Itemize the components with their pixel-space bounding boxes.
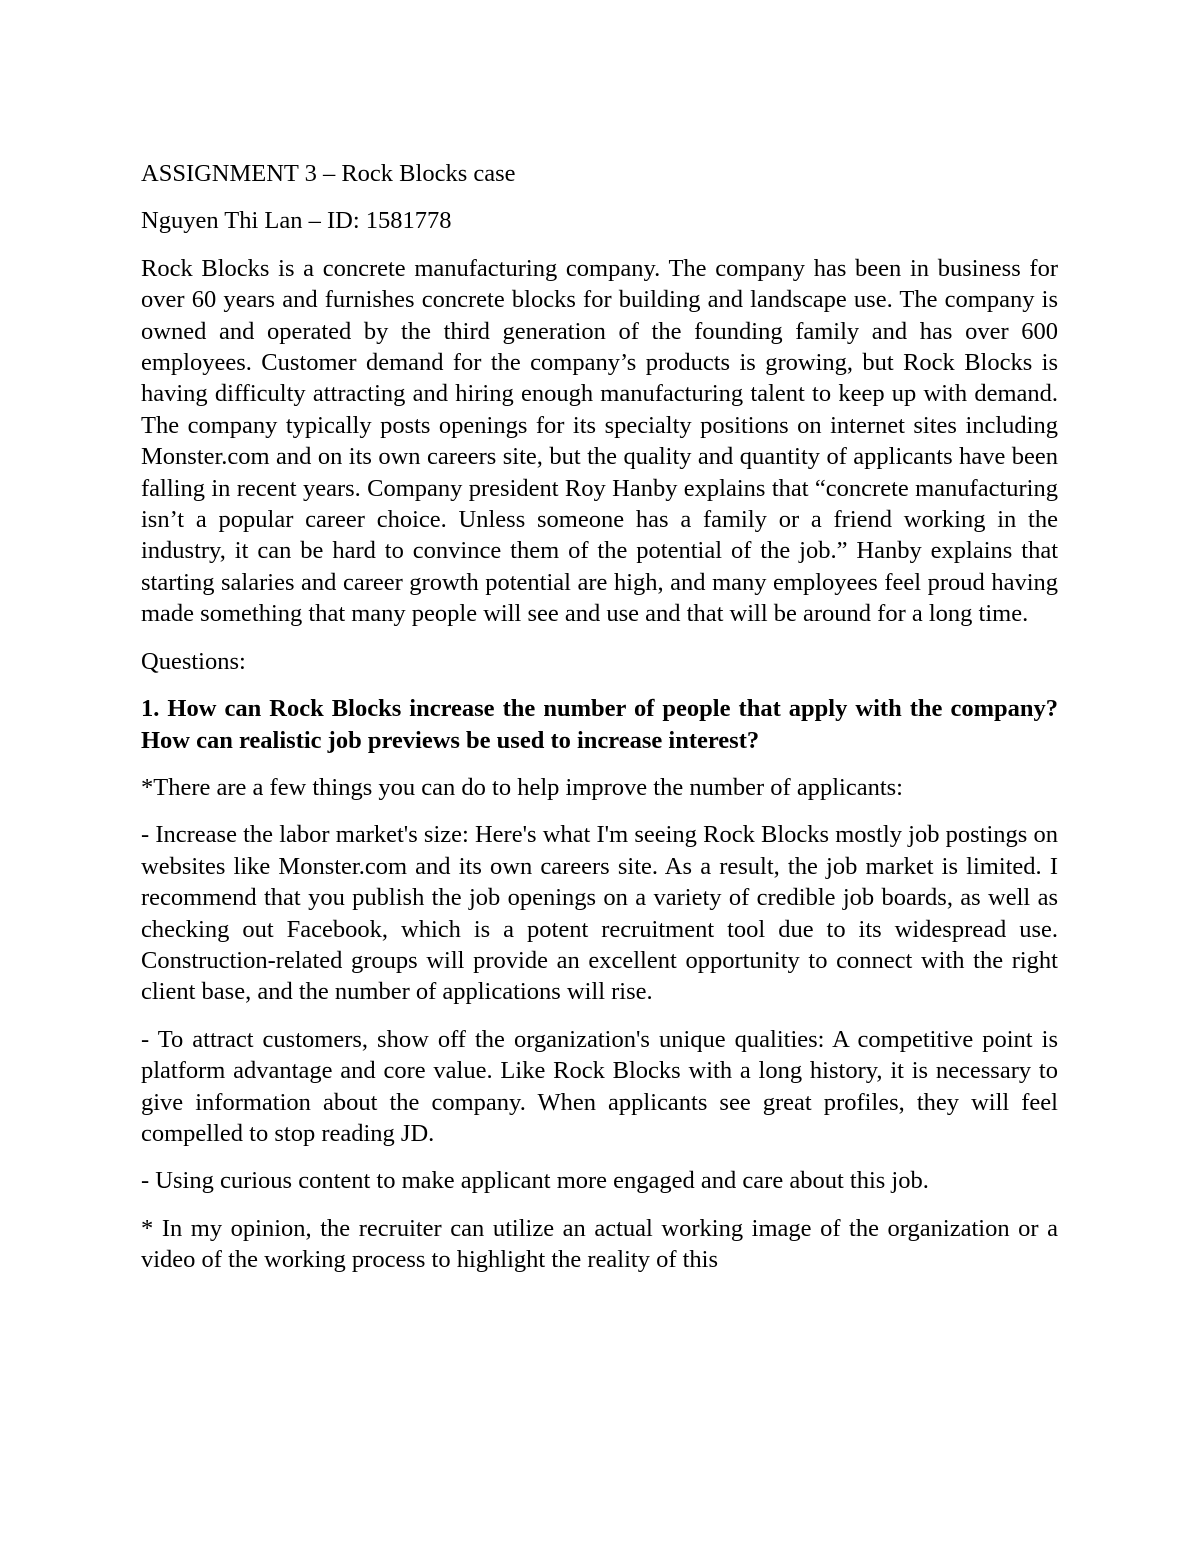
case-description: Rock Blocks is a concrete manufacturing company. The company has been in business for over 60 years and furnishes concrete blocks for building and landscape use. The company is owned and operated by the third generation of the founding family and has over 600 employees. Customer demand for the company’s products is growing, but Rock Blocks is having difficulty attracting and hiring enough manufacturing talent to keep up with demand. The company typically posts openings for its specialty positions on internet sites including Monster.com and on its own careers site, but the quality and quantity of applicants have been falling in recent years. Company president Roy Hanby explains that “concrete manufacturing isn’t a popular career choice. Unless someone has a family or a friend working in the industry, it can be hard to convince them of the potential of the job.” Hanby explains that starting salaries and career growth potential are high, and many employees feel proud having made something that many people will see and use and that will be around for a long time. [141, 254, 1058, 628]
questions-label: Questions: [141, 647, 246, 675]
answer-point-curious-content: - Using curious content to make applicant more engaged and care about this job. [141, 1167, 929, 1195]
opinion-paragraph: * In my opinion, the recruiter can utilize an actual working image of the organization or a video of the working process to highlight the reality of this [141, 1214, 1058, 1274]
answer-intro: *There are a few things you can do to help improve the number of applicants: [141, 773, 903, 801]
answer-point-labor-market: - Increase the labor market's size: Here's what I'm seeing Rock Blocks mostly job postings on websites like Monster.com and its own careers site. As a result, the job market is limited. I recommend that you publish the job openings on a variety of credible job boards, as well as checking out Facebook, which is a potent recruitment tool due to its widespread use. Construction-related groups will provide an excellent opportunity to connect with the right client base, and the number of applications will rise. [141, 821, 1058, 1006]
document-page [141, 158, 1058, 1292]
document-title: ASSIGNMENT 3 – Rock Blocks case [141, 160, 516, 187]
answer-point-unique-qualities: - To attract customers, show off the organization's unique qualities: A competitive point is platform advantage and core value. Like Rock Blocks with a long history, it is necessary to give information about the company. When applicants see great profiles, they will feel compelled to stop reading JD. [141, 1025, 1058, 1147]
author-line: Nguyen Thi Lan – ID: 1581778 [141, 207, 452, 235]
question-1: 1. How can Rock Blocks increase the number of people that apply with the company? How can realistic job previews be used to increase interest? [141, 695, 1058, 754]
